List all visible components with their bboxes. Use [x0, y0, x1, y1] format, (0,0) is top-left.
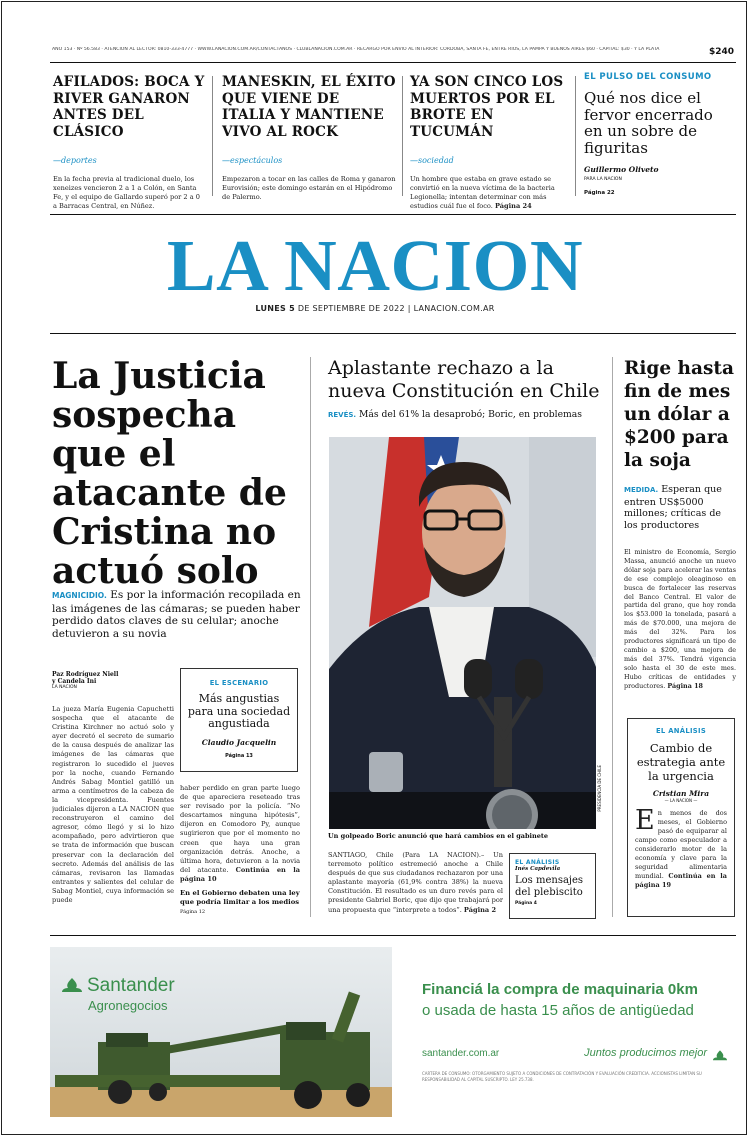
- chile-kicker: REVÉS.: [328, 411, 357, 419]
- scenario-box[interactable]: [180, 668, 298, 772]
- teaser-text: Un hombre que estaba en grave estado se convirtió en la nueva víctima de la bacteria Legionella; intentan determinar con más estudios cuál fue el foco. Página 24: [410, 175, 555, 210]
- masthead-logo[interactable]: LA NACION: [166, 225, 584, 306]
- ad-url[interactable]: santander.com.ar: [422, 1048, 500, 1059]
- teaser-section: —espectáculos: [222, 156, 283, 165]
- pulso-author: Guillermo Oliveto: [584, 165, 659, 174]
- scenario-title: Más angustias para una sociedad angustiada: [187, 692, 291, 730]
- lead-body-col2: haber perdido en gran parte luego de que apareciera reseteado tras ser revisado por la policía. “No descartamos ninguna hipótesis”, dijeron en Comodoro Py, aunque sugirieron que por el momento no creen que haya una gran organización detrás. Anoche, a última hora, detuvieron a la novia del atacante. Continúa en la página 10: [180, 784, 300, 883]
- ad-headline: Financiá la compra de maquinaria 0km o usada de hasta 15 años de antigüedad: [422, 981, 698, 1019]
- lead-continue[interactable]: Continúa en la página 10: [180, 865, 300, 883]
- lead-deck: MAGNICIDIO. Es por la información recopilada en las imágenes de las cámaras; se pueden haber perdido datos claves de su celular; anoche detuvieron a su novia: [52, 589, 301, 640]
- site-url[interactable]: LANACION.COM.AR: [413, 304, 495, 313]
- scenario-author: Claudio Jacquelin: [201, 737, 277, 747]
- rule: [50, 935, 736, 936]
- ad-photo-harvesters: [50, 947, 392, 1117]
- teaser-text: Empezaron a tocar en las calles de Roma y ganaron Eurovisión; este domingo estarán en el Hipódromo de Palermo.: [222, 175, 396, 201]
- santander-ad[interactable]: [50, 947, 735, 1117]
- teaser-section: —deportes: [53, 156, 97, 165]
- pulso-page: Página 22: [584, 190, 615, 196]
- top-info-strip: AÑO 153 · Nº 56.583 · ATENCIÓN AL LECTOR: 0810-333-4777 · WWW.LANACION.COM.AR/CONTACTANOS · CLUBLANACION.COM.AR · RECARGO POR ENVÍO AL INTERIOR: CÓRDOBA, SANTA FE, ENTRE RÍOS, LA PAMPA Y BUENOS AIRES $60 · CAPITAL: $30 · Y LA PLATA: [52, 47, 660, 52]
- dolar-deck: MEDIDA. Esperan que entren US$5000 millones; críticas de los productores: [624, 484, 722, 531]
- divider: [402, 76, 403, 196]
- brand-name: Santander: [87, 975, 175, 996]
- dolar-analysis-author: Cristian Mira: [652, 789, 710, 798]
- chile-analysis-author: Inés Capdevila: [515, 866, 561, 872]
- price-label: $240: [708, 47, 734, 57]
- pulso-column[interactable]: [584, 72, 736, 196]
- lead-byline: Paz Rodríguez Niell y Candela Ini LA NACION: [52, 671, 119, 690]
- ad-fine-print: CARTERA DE CONSUMO: OTORGAMIENTO SUJETO A CONDICIONES DE CONTRATACIÓN Y EVALUACIÓN CREDITICIA. ACCIONISTAS LIMITAN SU RESPONSABILIDAD AL CAPITAL SUSCRIPTO. LEY 25.738.: [422, 1071, 702, 1082]
- dateline: LUNES 5 DE SEPTIEMBRE DE 2022 | LANACION.COM.AR: [255, 304, 495, 313]
- date-rest: DE SEPTIEMBRE DE 2022: [295, 304, 405, 313]
- scenario-kicker: EL ESCENARIO: [209, 679, 269, 687]
- lead-kicker: MAGNICIDIO.: [52, 591, 107, 600]
- rule: [50, 333, 736, 334]
- dropcap: E: [635, 805, 655, 836]
- pulso-author-sub: PARA LA NACION: [584, 177, 622, 182]
- dolar-body: El ministro de Economía, Sergio Massa, anunció anoche un nuevo dólar soja para acelerar las ventas de ese complejo oleaginoso en busca de fortalecer las reservas del Banco Central. El valor de partida del grano, que hoy ronda los $53.000 la tonelada, pasará a más de $70.000, una mejora de más del 32%. Para los productores significará un tipo de cambio a $200, una mejora de más del 37%. Tendrá vigencia solo hasta el 30 de este mes. Hubo críticas de entidades y productores. Página 18: [624, 548, 736, 690]
- date-day: LUNES 5: [255, 304, 296, 313]
- dolar-analysis-body: En menos de dos meses, el Gobierno pasó de equiparar al campo como especulador a considerarlo motor de la economía y clave para la seguridad alimentaria mundial. Continúa en la página 19: [635, 805, 727, 889]
- teaser-espectaculos[interactable]: [222, 74, 397, 202]
- pulso-title: Qué nos dice el fervor encerrado en un sobre de figuritas: [584, 89, 713, 157]
- scenario-page: Página 13: [225, 752, 253, 759]
- chile-analysis-title: Los mensajes del plebiscito: [515, 875, 584, 898]
- chile-body: SANTIAGO, Chile (Para LA NACION).– Un terremoto político estremeció anoche a Chile después de que sus ciudadanos rechazaron por una aplastante mayoría (61,9% contra 38%) la nueva Constitución. El resultado es un duro revés para el presidente Gabriel Boric, que dijo que trabajará por una propuesta que “interprete a todos”. Página 2: [328, 851, 503, 914]
- dolar-analysis-box[interactable]: EL ANÁLISIS Cambio de estrategia ante la urgencia Cristian Mira — LA NACION — En menos de dos meses, el Gobierno pasó de equiparar al campo como especulador a considerarlo motor de la economía y clave para la seguridad alimentaria mundial. Continúa en la página 19: [627, 718, 735, 917]
- teaser-section: —sociedad: [410, 156, 454, 165]
- chile-headline[interactable]: Aplastante rechazo a la nueva Constitución en Chile: [328, 357, 600, 402]
- divider: [212, 76, 213, 196]
- photo-caption: Un golpeado Boric anunció que hará cambios en el gabinete: [328, 832, 548, 840]
- teaser-page: Página 24: [495, 202, 532, 210]
- boric-photo: [329, 437, 596, 829]
- ad-slogan: Juntos producimos mejor: [584, 1047, 707, 1059]
- teaser-title: MANESKIN, EL ÉXITO QUE VIENE DE ITALIA Y MANTIENE VIVO AL ROCK: [222, 74, 396, 140]
- teaser-title: AFILADOS: BOCA Y RIVER GANARON ANTES DEL CLÁSICO: [53, 74, 205, 140]
- top-rule: [50, 62, 736, 63]
- teaser-text: En la fecha previa al tradicional duelo, los xeneizes vencieron 2 a 1 a Colón, en Santa Fe, y el equipo de Gallardo superó por 2 a 0 a Barracas Central, en Núñez.: [53, 175, 200, 210]
- divider: [612, 357, 613, 917]
- teaser-sociedad[interactable]: [410, 74, 566, 211]
- rule: [50, 214, 736, 215]
- dolar-headline[interactable]: Rige hasta fin de mes un dólar a $200 para la soja: [624, 358, 734, 471]
- chile-deck: REVÉS. Más del 61% la desaprobó; Boric, en problemas: [328, 409, 582, 420]
- divider: [310, 357, 311, 917]
- flame-icon-small: [713, 1047, 727, 1059]
- photo-credit: PRESIDENCIA DE CHILE: [597, 765, 602, 812]
- teaser-deportes[interactable]: [53, 74, 205, 211]
- teaser-title: YA SON CINCO LOS MUERTOS POR EL BROTE EN TUCUMÁN: [410, 74, 564, 140]
- chile-analysis-page: Página 4: [515, 901, 537, 906]
- dolar-analysis-kicker: EL ANÁLISIS: [655, 727, 707, 735]
- lead-headline[interactable]: La Justicia sospecha que el atacante de Cristina no actuó solo: [52, 355, 287, 592]
- lead-body-col1: La jueza María Eugenia Capuchetti sospecha que el atacante de Cristina Kirchner no actuó solo y ayer decretó el secreto de sumario de la causa después de analizar las imágenes de las cámaras que registraron lo sucedido el jueves por la noche, cuando Fernando Andrés Sabag Montiel gatilló un arma a centímetros de la cabeza de la vicepresidenta. Fuentes judiciales dijeron a LA NACION que reconstruyeron el camino del agresor, cómo llegó y si lo hizo acompañado, pero advirtieron que se trata de información que buscan preservar con la declaración del secreto. Además del análisis de las cámaras, revisaron las llamadas entrantes y salientes del celular de Sabag Montiel, cuya información se puede: [52, 705, 174, 904]
- lead-related[interactable]: En el Gobierno debaten una ley que podría limitar a los medios Página 12: [180, 889, 300, 915]
- santander-logo: [62, 975, 175, 997]
- dolar-kicker: MEDIDA.: [624, 486, 659, 494]
- brand-sub: Agronegocios: [88, 998, 168, 1013]
- dolar-analysis-title: Cambio de estrategia ante la urgencia: [636, 741, 726, 783]
- chile-analysis-box[interactable]: [509, 853, 596, 919]
- pulso-kicker: EL PULSO DEL CONSUMO: [584, 72, 712, 82]
- chile-analysis-kicker: EL ANÁLISIS: [515, 859, 560, 866]
- divider: [575, 76, 576, 196]
- flame-icon: [62, 978, 82, 994]
